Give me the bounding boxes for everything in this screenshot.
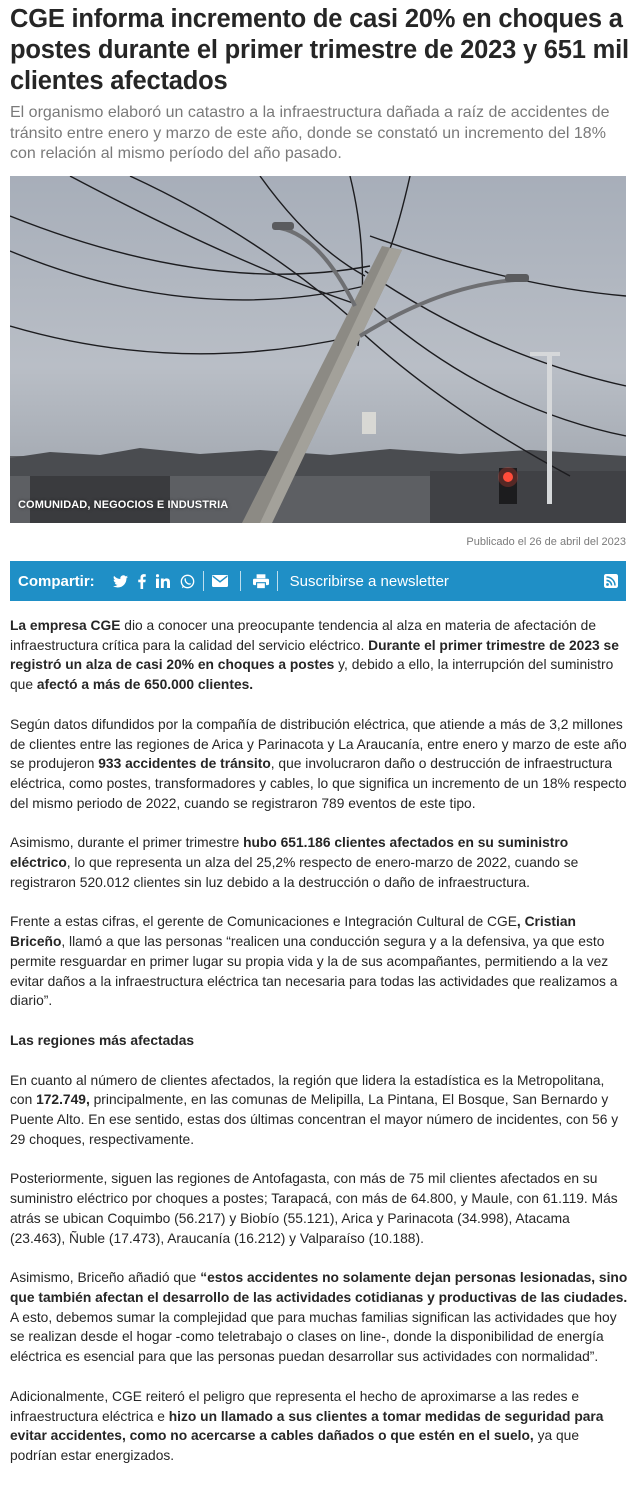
paragraph-6: [10, 1169, 628, 1248]
text-run: En cuanto al número de clientes afectados, la región que lidera la estadística es la Metropolitana, con: [10, 1072, 605, 1108]
text-run: Según datos difundidos por la compañía de distribución eléctrica, que atiende a más de 3,2 millones de clientes entre las regiones de Arica y Parinacota y La Araucanía, entre enero y marzo de este año se produjeron: [10, 716, 627, 772]
paragraph-3: [10, 833, 628, 892]
text-run: A esto, debemos sumar la complejidad que para muchas familias significan las actividades que hoy se realizan desde el hogar -como teletrabajo o clases on line-, donde la disponibilidad de energía eléctrica es esencial para que las personas puedan desarrollar sus actividades con normalidad”.: [10, 1309, 617, 1365]
share-bar: [10, 561, 626, 601]
share-label: Compartir:: [18, 572, 95, 590]
text-run: principalmente, en las comunas de Melipilla, La Pintana, El Bosque, San Bernardo y Puente Alto. En ese sentido, estas dos últimas concentran el mayor número de incidentes, con 56 y 29 choques, respectivamente.: [10, 1092, 619, 1147]
email-icon[interactable]: [212, 575, 228, 587]
bold-text: hubo 651.186 clientes afectados en su suministro eléctrico: [10, 835, 569, 871]
whatsapp-icon[interactable]: [180, 574, 195, 589]
text-run: Frente a estas cifras, el gerente de Comunicaciones e Integración Cultural de CGE: [10, 914, 517, 930]
bold-text: afectó a más de 650.000 clientes.: [36, 677, 254, 693]
published-date: Publicado el 26 de abril del 2023: [466, 536, 626, 548]
bold-text: “estos accidentes no solamente dejan personas lesionadas, sino que también afectan el desarrollo de las actividades cotidianas y productivas de las ciudades.: [10, 1270, 628, 1305]
section-heading: Las regiones más afectadas: [10, 1032, 195, 1048]
bold-text: La empresa CGE: [10, 618, 121, 633]
bold-text: , Cristian Briceño: [10, 914, 576, 950]
text-run: dio a conocer una preocupante tendencia al alza en materia de afectación de infraestructura crítica para la calidad del servicio eléctrico.: [10, 618, 596, 653]
share-separator-3: [277, 571, 278, 591]
category-separator: ,: [87, 499, 94, 511]
text-run: Posteriormente, siguen las regiones de Antofagasta, con más de 75 mil clientes afectados en su suministro eléctrico por choques a postes; Tarapacá, con más de 64.800, y Maule, con 61.119. Más atrás se ubican Coquimbo (56.217) y Biobío (55.121), Arica y Parinacota (34.998), Atacama (23.463), Ñuble (17.473), Araucanía (16.212) y Valparaíso (10.188).: [10, 1171, 618, 1246]
paragraph-5: [10, 1071, 628, 1150]
text-run: Asimismo, Briceño añadió que: [10, 1270, 201, 1286]
text-run: , que involucraron daño o destrucción de infraestructura eléctrica, como postes, transformadores y cables, lo que significa un incremento de un 18% respecto del mismo periodo de 2022, cuando se registraron 789 eventos de este tipo.: [10, 756, 627, 811]
paragraph-1: [10, 616, 628, 695]
facebook-icon[interactable]: [138, 574, 146, 589]
paragraph-4: [10, 912, 628, 1011]
article-title: CGE informa incremento de casi 20% en choques a postes durante el primer trimestre de 2023 y 651 mil clientes afectados: [10, 5, 629, 95]
category-link-negocios[interactable]: NEGOCIOS E INDUSTRIA: [93, 499, 229, 511]
text-run: y, debido a ello, la interrupción del suministro que: [10, 657, 614, 693]
rss-icon[interactable]: [604, 574, 618, 588]
paragraph-2: [10, 715, 628, 814]
share-separator: [203, 571, 204, 591]
twitter-icon[interactable]: [113, 575, 128, 588]
hero-photo-illustration: [10, 176, 626, 523]
text-run: Asimismo, durante el primer trimestre: [10, 835, 244, 851]
share-icons: [113, 574, 195, 589]
share-separator-2: [240, 571, 241, 591]
text-run: , lo que representa un alza del 25,2% respecto de enero-marzo de 2022, cuando se registraron 520.012 clientes sin luz debido a la destrucción o daño de infraestructura.: [10, 855, 579, 890]
article-body: [10, 616, 628, 1486]
bold-text: 172.749,: [36, 1092, 90, 1108]
text-run: , llamó a que las personas “realicen una conducción segura y a la defensiva, ya que esto permite resguardar en primer lugar su propia vida y la de sus acompañantes, permitiendo a la vez evitar daños a la infraestructura eléctrica tan necesaria para todas las actividades que realizamos a diario”.: [10, 934, 618, 1009]
print-icon[interactable]: [253, 574, 269, 589]
paragraph-7: [10, 1268, 628, 1367]
category-tags[interactable]: [18, 499, 228, 511]
text-run: ya que podrían estar energizados.: [10, 1428, 580, 1463]
linkedin-icon[interactable]: [156, 574, 170, 588]
share-tools: [212, 571, 269, 591]
category-link-comunidad[interactable]: COMUNIDAD: [18, 499, 88, 511]
newsletter-link[interactable]: Suscribirse a newsletter: [289, 572, 449, 590]
bold-text: hizo un llamado a sus clientes a tomar medidas de seguridad para evitar accidentes, como no acercarse a cables dañados o que estén en el suelo,: [10, 1408, 604, 1444]
bold-text: Durante el primer trimestre de 2023 se registró un alza de casi 20% en choques a postes: [10, 637, 619, 673]
article-subtitle: El organismo elaboró un catastro a la infraestructura dañada a raíz de accidentes de tránsito entre enero y marzo de este año, donde se constató un incremento del 18% con relación al mismo período del año pasado.: [10, 104, 610, 162]
bold-text: 933 accidentes de tránsito: [98, 756, 271, 772]
paragraph-8: [10, 1387, 628, 1466]
text-run: Adicionalmente, CGE reiteró el peligro que representa el hecho de aproximarse a las redes e infraestructura eléctrica e: [10, 1388, 580, 1424]
hero-photo[interactable]: [10, 176, 626, 523]
